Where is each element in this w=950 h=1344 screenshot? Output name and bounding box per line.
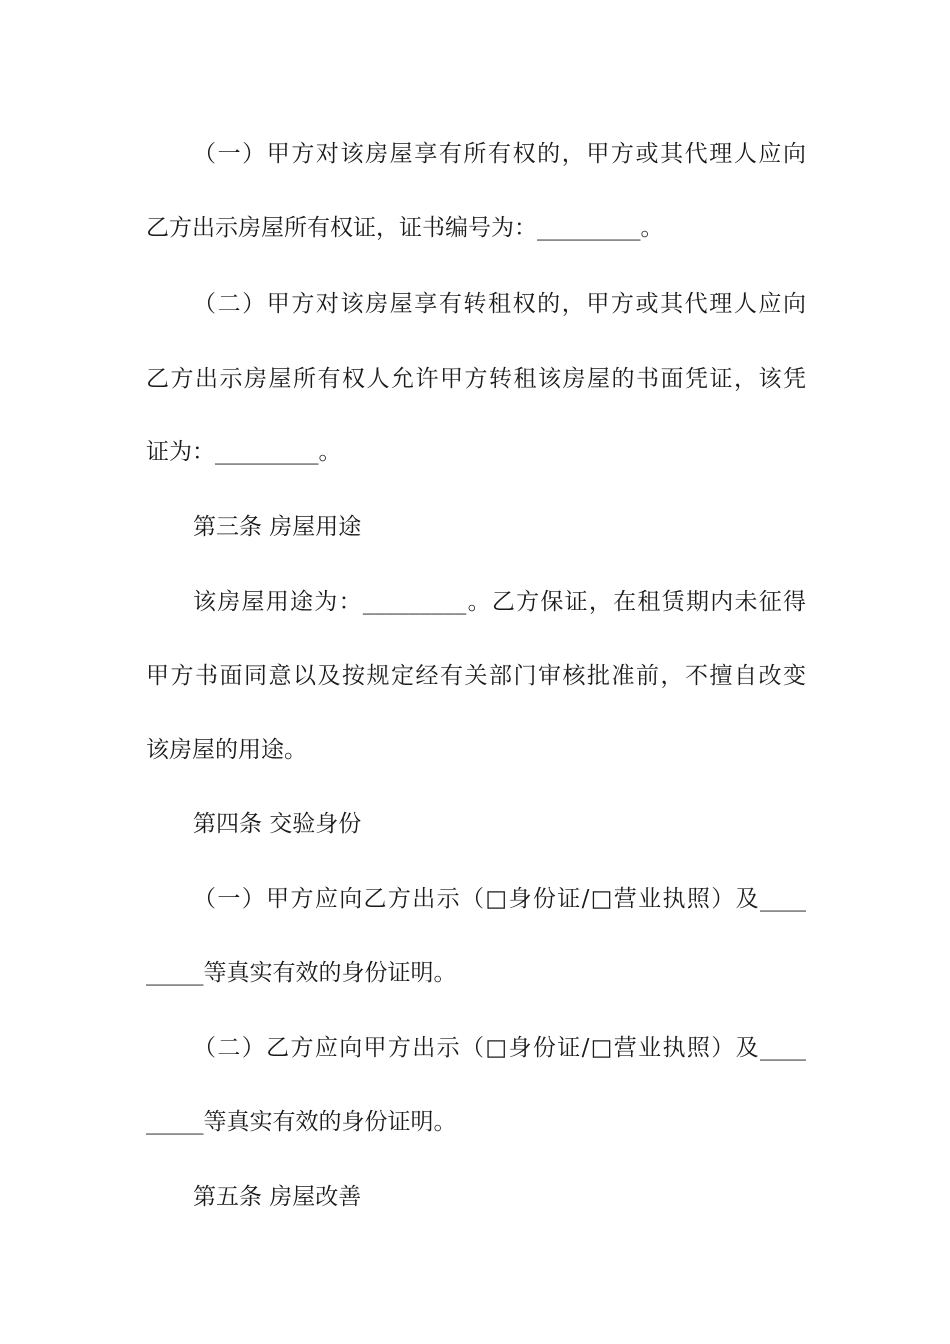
article-4-heading: 第四条 交验身份 [193, 811, 362, 837]
clause-1-line-1: （一）甲方对该房屋享有所有权的，甲方或其代理人应向 [193, 141, 806, 167]
article-3-line-1: 该房屋用途为：_________。乙方保证，在租赁期内未征得 [193, 589, 806, 615]
clause-2-line-2: 乙方出示房屋所有权人允许甲方转租该房屋的书面凭证，该凭 [146, 366, 806, 392]
article-3-line-2: 甲方书面同意以及按规定经有关部门审核批准前，不擅自改变 [146, 663, 806, 689]
article-4-clause-2-line-1: （二）乙方应向甲方出示（□身份证/□营业执照）及____ [193, 1035, 806, 1061]
article-4-clause-1-line-1: （一）甲方应向乙方出示（□身份证/□营业执照）及____ [193, 886, 806, 912]
article-4-clause-2-line-2: _____等真实有效的身份证明。 [146, 1109, 457, 1135]
article-5-heading: 第五条 房屋改善 [193, 1184, 362, 1210]
article-4-clause-1-line-2: _____等真实有效的身份证明。 [146, 960, 457, 986]
article-3-line-3: 该房屋的用途。 [146, 737, 307, 763]
clause-1-line-2: 乙方出示房屋所有权证，证书编号为：_________。 [146, 215, 664, 241]
article-3-heading: 第三条 房屋用途 [193, 514, 362, 540]
clause-2-line-3: 证为：_________。 [146, 439, 342, 465]
clause-2-line-1: （二）甲方对该房屋享有转租权的，甲方或其代理人应向 [193, 291, 806, 317]
